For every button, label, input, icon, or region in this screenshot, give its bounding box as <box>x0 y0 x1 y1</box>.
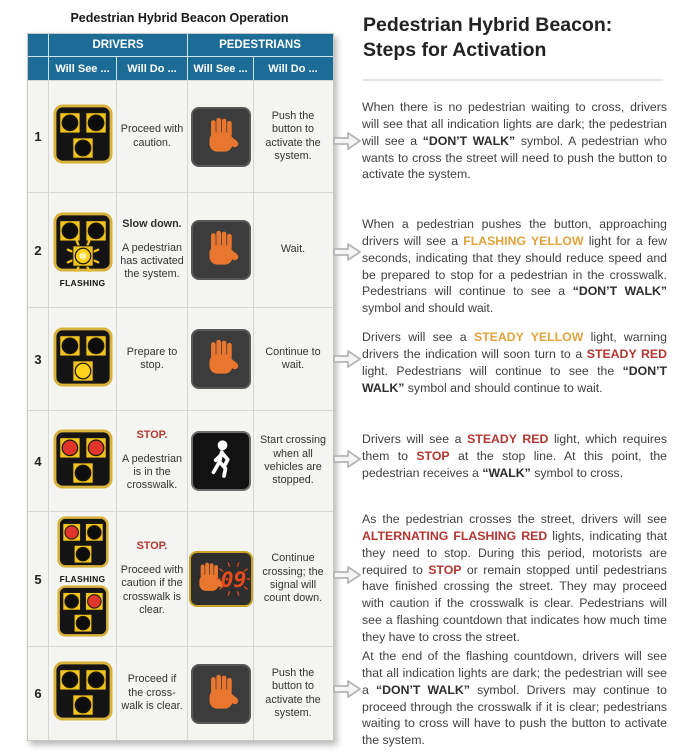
flashing-label: FLASHING <box>59 574 106 584</box>
step-paragraph: At the end of the flashing countdown, drivers will see that all indication lights are dark; the pedestrian will see a “DON’T WALK” symbol. Drivers may continue to proceed through the crosswalk if it is clear; pedestrians waiting to cross will have to push the button to activate the system. <box>362 649 667 748</box>
pedestrian-action-text: Continue to wait. <box>265 345 321 371</box>
table-header-groups <box>28 34 333 56</box>
driver-beacon-icon <box>49 512 117 646</box>
driver-beacon-icon <box>49 411 117 511</box>
step-arrow-icon <box>332 348 362 370</box>
pedestrian-signal-icon <box>188 308 254 410</box>
svg-text:09: 09 <box>220 568 246 594</box>
driver-action-text: Proceed if the cross-walk is clear. <box>117 647 188 740</box>
pedestrian-signal-icon <box>188 81 254 192</box>
step-number: 5 <box>28 512 49 646</box>
table-row <box>28 192 333 307</box>
beacon-head-icon <box>57 516 109 573</box>
step-arrow-icon <box>332 130 362 152</box>
table-header-subcolumns <box>28 56 333 80</box>
subheader-corner-cell <box>28 57 49 80</box>
driver-action-text: STOP. A pedestrian is in the crosswalk. <box>117 411 188 511</box>
subheader-drivers-will-do: Will Do ... <box>117 57 188 80</box>
driver-beacon-icon <box>49 647 117 740</box>
step-number: 1 <box>28 81 49 192</box>
step-number: 4 <box>28 411 49 511</box>
step-number: 3 <box>28 308 49 410</box>
dont-walk-hand-icon <box>191 220 251 280</box>
subheader-pedestrians-will-see: Will See ... <box>188 57 254 80</box>
step-paragraph: When there is no pedestrian waiting to cross, drivers will see that all indication lights are dark; the pedestrian will see a “DON’T WALK” symbol. A pedestrian who wants to cross the street will need to push the button to activate the system. <box>362 100 667 182</box>
page-title-line2: Steps for Activation <box>363 39 547 62</box>
step-paragraph: Drivers will see a STEADY RED light, which requires them to STOP at the stop line. At this point, the pedestrian receives a “WALK” symbol to cross. <box>362 432 667 480</box>
table-row <box>28 307 333 410</box>
driver-beacon-icon <box>49 308 117 410</box>
beacon-head-icon <box>53 212 113 277</box>
beacon-head-icon <box>57 585 109 642</box>
driver-beacon-icon <box>49 81 117 192</box>
table-title: Pedestrian Hybrid Beacon Operation <box>70 11 289 25</box>
step-paragraph: As the pedestrian crosses the street, drivers will see ALTERNATING FLASHING RED lights, indicating that they need to stop. During this period, motorists are required to STOP or remain stopped until pedestrians have finished crossing the street. They may proceed with caution if the crosswalk is clear. Pedestrians will see a flashing countdown that indicates how much time they have to cross the street. <box>362 512 668 644</box>
pedestrian-action-text: Push the button to activate the system. <box>265 666 321 719</box>
step-arrow-icon <box>332 678 362 700</box>
step-arrow-icon <box>332 241 362 263</box>
step-paragraph: Drivers will see a STEADY YELLOW light, warning drivers the indication will soon turn to a STEADY RED light. Pedestrians will continue to see the “DON’T WALK” symbol and should continue to wait. <box>362 330 667 395</box>
header-pedestrians: PEDESTRIANS <box>219 39 301 51</box>
table-row <box>28 80 333 192</box>
driver-action-text: Slow down. A pedestrian has activated the system. <box>117 193 188 307</box>
hand-countdown-icon <box>189 551 253 607</box>
beacon-operation-table <box>27 33 334 741</box>
page-title <box>363 13 665 64</box>
title-divider <box>363 79 663 81</box>
beacon-head-icon <box>53 104 113 169</box>
driver-action-text: Prepare to stop. <box>117 308 188 410</box>
dont-walk-hand-icon <box>191 664 251 724</box>
table-row <box>28 646 333 740</box>
pedestrian-action-text: Wait. <box>280 243 306 256</box>
page-title-line1: Pedestrian Hybrid Beacon: <box>363 14 613 36</box>
step-paragraph: When a pedestrian pushes the button, approaching drivers will see a FLASHING YELLOW light for a few seconds, indicating that they should reduce speed and be prepared to stop for a pedestrian in the crosswalk. Pedestrians will continue to see a “DON’T WALK” symbol and should wait. <box>362 217 667 316</box>
pedestrian-signal-icon <box>188 411 254 511</box>
pedestrian-signal-icon <box>188 647 254 740</box>
table-row <box>28 410 333 511</box>
header-corner-cell <box>28 34 49 56</box>
step-arrow-icon <box>332 564 362 586</box>
subheader-drivers-will-see: Will See ... <box>49 57 117 80</box>
driver-action-text: Proceed with caution. <box>117 81 188 192</box>
driver-action-text: STOP. Proceed with caution if the crosswalk is clear. <box>117 512 188 646</box>
pedestrian-action-text: Start crossing when all vehicles are stopped. <box>259 434 326 487</box>
subheader-pedestrians-will-do: Will Do ... <box>268 62 318 75</box>
beacon-head-icon <box>53 661 113 726</box>
driver-beacon-icon <box>49 193 117 307</box>
dont-walk-hand-icon <box>191 329 251 389</box>
beacon-head-icon <box>53 327 113 392</box>
flashing-label: FLASHING <box>59 277 106 288</box>
pedestrian-signal-icon <box>188 512 254 646</box>
walk-person-icon <box>191 431 251 491</box>
dont-walk-hand-icon <box>191 107 251 167</box>
header-drivers: DRIVERS <box>49 34 188 56</box>
beacon-head-icon <box>53 429 113 494</box>
pedestrian-signal-icon <box>188 193 254 307</box>
step-number: 6 <box>28 647 49 740</box>
step-number: 2 <box>28 193 49 307</box>
pedestrian-action-text: Continue crossing; the signal will count down. <box>262 552 324 605</box>
pedestrian-action-text: Push the button to activate the system. <box>265 109 321 162</box>
step-arrow-icon <box>332 448 362 470</box>
table-row <box>28 511 333 646</box>
